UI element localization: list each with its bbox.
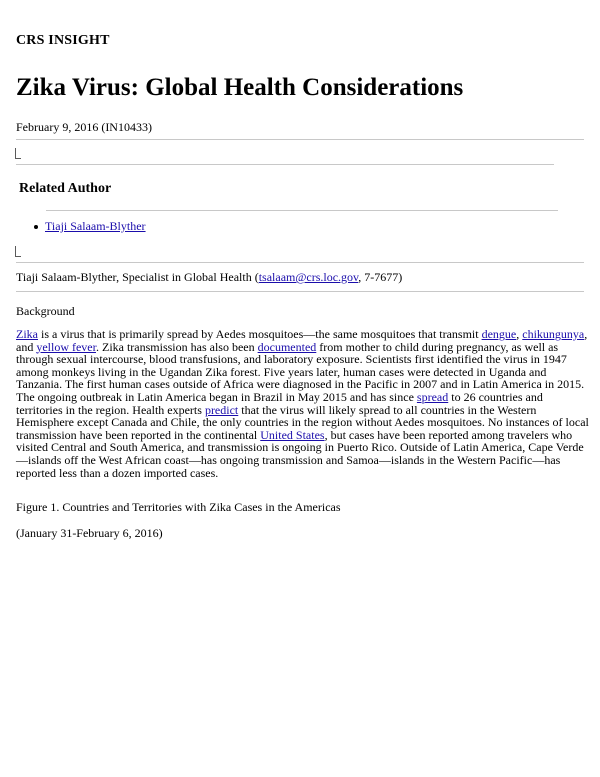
inline-link[interactable]: dengue [481, 327, 517, 341]
author-link[interactable]: Tiaji Salaam-Blyther [45, 219, 146, 233]
paragraph-text: through sexual intercourse, blood transfusions, and laboratory exposure. Scientists first identified the virus in 1947 [16, 352, 567, 367]
paragraph-text: from mother to child during pregnancy, as well as [316, 339, 559, 354]
page-title: Zika Virus: Global Health Considerations [16, 74, 464, 101]
paragraph-text: , [584, 327, 588, 341]
divider [16, 291, 584, 292]
paragraph-text: territories in the region. Health experts [16, 402, 205, 417]
paragraph-text: Tanzania. The first human cases outside of Africa were diagnosed in the Pacific in 2007 and in Latin America in 2015. [16, 377, 585, 392]
byline-text: Tiaji Salaam-Blyther, Specialist in Global Health ( [16, 270, 259, 284]
author-byline [16, 270, 402, 285]
inline-link[interactable]: documented [257, 339, 317, 354]
section-heading-background: Background [16, 304, 75, 318]
paragraph-text: —islands off the West African coast—has ongoing transmission and Samoa—islands in the Western Pacific—has [16, 452, 561, 467]
paragraph-text: , but cases have been reported among travelers who [324, 427, 573, 442]
inline-link[interactable]: Zika [16, 327, 38, 341]
link-anchor-icon[interactable] [15, 148, 21, 159]
publication-date: February 9, 2016 (IN10433) [16, 120, 152, 134]
related-author-heading: Related Author [19, 181, 112, 196]
paragraph-text: among monkeys living in the Ugandan Zika forest. Five years later, human cases were detected in Uganda and [16, 364, 547, 379]
related-author-list [32, 219, 146, 234]
paragraph-text: visited Central and South America, and transmission is ongoing in Puerto Rico. Outside of Latin America, Cape Verde [16, 440, 584, 455]
figure-caption: Figure 1. Countries and Territories with Zika Cases in the Americas [16, 500, 341, 514]
list-item [32, 219, 146, 234]
paragraph-text: The ongoing outbreak in Latin America began in Brazil in May 2015 and has since [16, 389, 417, 404]
inline-link[interactable]: yellow fever [36, 339, 96, 354]
paragraph-text: that the virus will likely spread to all countries in the Western [238, 402, 537, 417]
figure-date-range: (January 31-February 6, 2016) [16, 526, 163, 540]
link-anchor-icon[interactable] [15, 246, 21, 257]
paragraph-text: Hemisphere except Canada and Chile, the only countries in the region without Aedes mosquitoes. No instances of local [16, 415, 589, 430]
paragraph-text: . Zika transmission has also been [95, 339, 258, 354]
report-type-label: CRS INSIGHT [16, 33, 110, 48]
background-paragraph [16, 327, 589, 480]
inline-link[interactable]: spread [416, 389, 449, 404]
byline-phone: , 7-7677) [358, 270, 403, 284]
inline-link[interactable]: United States [260, 427, 325, 442]
divider [46, 210, 558, 211]
paragraph-text: , [516, 327, 523, 341]
paragraph-text: reported less than a dozen imported cases. [16, 465, 219, 480]
divider [16, 262, 584, 263]
paragraph-text: transmission have been reported in the continental [16, 427, 261, 442]
paragraph-text: to 26 countries and [448, 389, 543, 404]
paragraph-line [16, 467, 584, 480]
divider [16, 164, 554, 165]
inline-link[interactable]: chikungunya [522, 327, 585, 341]
author-email-link[interactable]: tsalaam@crs.loc.gov [258, 270, 359, 284]
paragraph-text: is a virus that is primarily spread by Aedes mosquitoes—the same mosquitoes that transmit [38, 327, 482, 341]
inline-link[interactable]: predict [204, 402, 239, 417]
paragraph-text: and [16, 339, 37, 354]
divider [16, 139, 584, 140]
